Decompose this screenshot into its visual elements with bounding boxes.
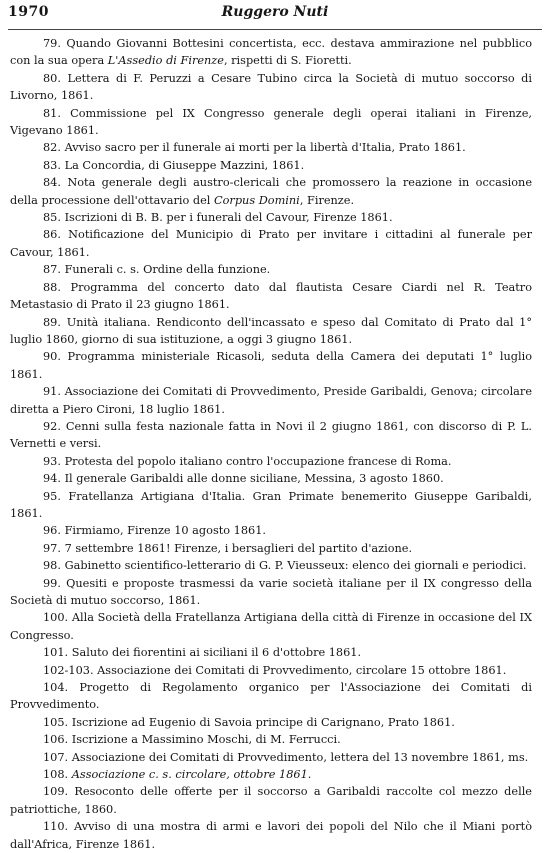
entry-text: Programma ministeriale Ricasoli, seduta della Camera dei deputati 1° luglio 1861.	[10, 350, 532, 381]
entry-title-italic: L'Assedio di Firenze	[107, 54, 224, 68]
list-item	[10, 557, 532, 574]
entry-list	[10, 35, 532, 853]
entry-number: 85.	[43, 211, 61, 225]
entry-text: Quesiti e proposte trasmessi da varie società italiane per il IX congresso della Società di mutuo soccorso, 1861.	[10, 576, 533, 607]
entry-text: Avviso di una mostra di armi e lavori dei popoli del Nilo che il Miani portò dall'Africa, Firenze 1861.	[10, 820, 532, 851]
entry-number: 110.	[43, 820, 69, 834]
entry-number: 106.	[43, 733, 69, 747]
list-item	[10, 488, 532, 523]
list-item	[10, 540, 532, 557]
entry-title-italic: Associazione c. s. circolare, ottobre 1861.	[71, 768, 312, 782]
entry-number: 99.	[43, 576, 61, 590]
entry-text: Associazione dei Comitati di Provvedimento, Preside Garibaldi, Genova; circolare diretta a Piero Cironi, 18 luglio 1861.	[10, 385, 533, 416]
entry-text: Resoconto delle offerte per il soccorso a Garibaldi raccolte col mezzo delle patriottiche, 1860.	[10, 785, 532, 816]
entry-number: 79.	[43, 37, 61, 50]
entry-text: Unità italiana. Rendiconto dell'incassato e speso dal Comitato di Prato dal 1° luglio 1860, giorno di sua istituzione, a oggi 3 giugno 1861.	[10, 315, 532, 346]
entry-text: Progetto di Regolamento organico per l'Associazione dei Comitati di Provvedimento.	[10, 681, 533, 712]
entry-text: Notificazione del Municipio di Prato per invitare i cittadini al funerale per Cavour, 1861.	[10, 228, 533, 259]
entry-text: Cenni sulla festa nazionale fatta in Novi il 2 giugno 1861, con discorso di P. L. Vernetti e versi.	[10, 419, 533, 451]
list-item	[10, 575, 532, 610]
entry-text: Fratellanza Artigiana d'Italia. Gran Primate benemerito Giuseppe Garibaldi, 1861.	[10, 489, 533, 520]
list-item	[10, 209, 532, 226]
entry-number: 95.	[43, 489, 61, 503]
list-item	[10, 766, 532, 783]
entry-number: 102-103.	[43, 663, 94, 677]
entry-text: Funerali c. s. Ordine della funzione.	[64, 263, 271, 277]
entry-text: Gabinetto scientifico-letterario di G. P. Vieusseux: elenco dei giornali e periodici.	[64, 559, 527, 573]
entry-text: 7 settembre 1861! Firenze, i bersaglieri del partito d'azione.	[64, 541, 413, 555]
entry-number: 107.	[43, 750, 69, 764]
entry-text: Protesta del popolo italiano contro l'occupazione francese di Roma.	[64, 454, 452, 468]
list-item	[10, 714, 532, 731]
entry-number: 88.	[43, 280, 61, 294]
list-item	[10, 470, 532, 487]
entry-number: 92.	[43, 419, 61, 433]
entry-number: 98.	[43, 559, 61, 573]
list-item	[10, 35, 532, 70]
list-item	[10, 383, 532, 418]
running-title: Ruggero Nuti	[221, 4, 329, 20]
list-item	[10, 818, 532, 853]
entry-text: Commissione pel IX Congresso generale degli operai italiani in Firenze, Vigevano 1861.	[10, 106, 533, 138]
list-item	[10, 174, 532, 209]
entry-number: 87.	[43, 263, 61, 277]
entry-number: 86.	[43, 228, 61, 242]
entry-text: Programma del concerto dato dal flautista Cesare Ciardi nel R. Teatro Metastasio di Prato il 23 giugno 1861.	[10, 280, 533, 312]
list-item	[10, 679, 532, 714]
list-item	[10, 261, 532, 278]
entry-number: 94.	[43, 472, 61, 486]
entry-number: 97.	[43, 541, 61, 555]
list-item	[10, 279, 532, 314]
entry-text: Nota generale degli austro-clericali che promossero la reazione in occasione della processione dell'ottavario del	[10, 176, 533, 207]
entry-text: Iscrizioni di B. B. per i funerali del Cavour, Firenze 1861.	[64, 211, 393, 225]
list-item	[10, 139, 532, 156]
entry-text: Lettera di F. Peruzzi a Cesare Tubino circa la Società di mutuo soccorso di Livorno, 1861.	[10, 71, 532, 103]
entry-number: 80.	[43, 71, 61, 85]
list-item	[10, 226, 532, 261]
entry-number: 108.	[43, 768, 69, 782]
entry-text: Associazione dei Comitati di Provvedimento, lettera del 13 novembre 1861, ms.	[71, 750, 529, 764]
list-item	[10, 157, 532, 174]
entry-text: Firmiamo, Firenze 10 agosto 1861.	[64, 524, 267, 538]
entry-number: 89.	[43, 315, 61, 329]
entry-number: 82.	[43, 141, 61, 155]
entry-text: Avviso sacro per il funerale ai morti per la libertà d'Italia, Prato 1861.	[64, 141, 466, 155]
list-item	[10, 749, 532, 766]
list-item	[10, 522, 532, 539]
entry-number: 91.	[43, 385, 61, 399]
entry-text: Saluto dei fiorentini ai siciliani il 6 d'ottobre 1861.	[71, 646, 362, 660]
entry-text: Associazione dei Comitati di Provvedimento, circolare 15 ottobre 1861.	[97, 663, 507, 677]
entry-text: , rispetti di S. Fioretti.	[223, 54, 352, 68]
list-item	[10, 609, 532, 644]
list-item	[10, 418, 532, 453]
entry-number: 105.	[43, 715, 69, 729]
entry-number: 101.	[43, 646, 69, 660]
list-item	[10, 314, 532, 349]
list-item	[10, 662, 532, 679]
entry-text: Alla Società della Fratellanza Artigiana della città di Firenze in occasione del IX Congresso.	[10, 611, 533, 642]
list-item	[10, 783, 532, 818]
entry-number: 90.	[43, 350, 61, 364]
list-item	[10, 453, 532, 470]
entry-text: Iscrizione ad Eugenio di Savoia principe di Carignano, Prato 1861.	[71, 715, 455, 729]
entry-number: 100.	[43, 611, 69, 625]
entry-number: 104.	[43, 681, 69, 695]
page-header	[0, 4, 550, 26]
entry-number: 109.	[43, 785, 69, 799]
entry-number: 83.	[43, 158, 61, 172]
list-item	[10, 70, 532, 105]
entry-number: 84.	[43, 176, 61, 190]
entry-number: 96.	[43, 524, 61, 538]
entry-title-italic: Corpus Domini	[213, 193, 300, 207]
entry-text: Iscrizione a Massimino Moschi, di M. Ferrucci.	[71, 733, 341, 747]
list-item	[10, 731, 532, 748]
entry-text: Quando Giovanni Bottesini concertista, ecc. destava ammirazione nel pubblico con la sua opera	[10, 37, 533, 68]
entry-text: La Concordia, di Giuseppe Mazzini, 1861.	[64, 158, 305, 172]
list-item	[10, 348, 532, 383]
list-item	[10, 644, 532, 661]
entry-number: 93.	[43, 454, 61, 468]
entry-text: , Firenze.	[299, 193, 355, 207]
header-rule	[8, 29, 542, 30]
page-number: 1970	[8, 4, 49, 20]
list-item	[10, 105, 532, 140]
entry-text: Il generale Garibaldi alle donne siciliane, Messina, 3 agosto 1860.	[64, 472, 444, 486]
entry-number: 81.	[43, 106, 61, 120]
